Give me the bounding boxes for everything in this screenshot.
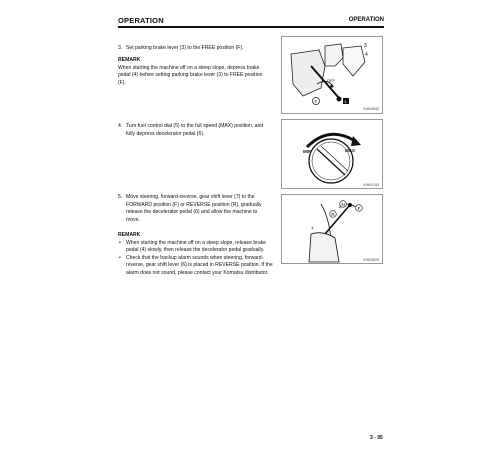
figure-parking-brake	[281, 36, 383, 114]
fig3-label-7: 7	[311, 226, 314, 231]
step-number: 3.	[118, 45, 123, 51]
fig2-code: 9JH00153	[363, 183, 379, 187]
remark-block-1	[118, 57, 270, 87]
step-text: Turn fuel control dial (5) to the full speed (MAX) position, and fully depress decelerator pedal (6).	[126, 123, 264, 137]
step-5	[118, 194, 268, 224]
step-text: Move steering, forward-reverse, gear shift lever (7) to the FORWARD position (F) or REVERSE position (R), gradually release the decelerator pedal (6) and allow the machine to move.	[126, 194, 262, 223]
step-4	[118, 123, 268, 138]
header-rule	[118, 26, 384, 28]
step-3	[118, 45, 268, 53]
figure-fuel-dial	[281, 119, 383, 189]
step-number: 5.	[118, 194, 123, 200]
fig2-label-max: MAX	[345, 148, 355, 153]
fig3-label-r: R	[331, 211, 335, 217]
remark-bullet: • Check that the backup alarm sounds when steering, forward-reverse, gear shift lever (6) is placed in REVERSE position. If the alarm does not sound, please contact your Komatsu distributor.	[119, 254, 273, 276]
fig2-label-min: MIN	[303, 149, 312, 154]
remark-text: When starting the machine off on a steep slope, depress brake pedal (4) before setting parking brake lever (3) to FREE position (F).	[118, 64, 263, 86]
step-text: Set parking brake lever (3) to the FREE position (F).	[126, 45, 244, 51]
fig1-label-l: L	[344, 98, 348, 104]
fig1-label-4: 4	[365, 52, 368, 58]
fig1-code: 9JH00842	[363, 107, 380, 111]
header-right-title: OPERATION	[348, 17, 384, 23]
remark-heading: REMARK	[118, 232, 141, 238]
remark-bullet-text: When starting the machine off on a steep slope, release brake pedal (4) slowly, then release the decelerator pedal gradually.	[126, 239, 267, 254]
remark-block-2	[118, 232, 276, 278]
fig3-code: 9JH00825	[363, 258, 379, 262]
figure-gear-shift-lever	[281, 194, 383, 264]
remark-bullet-text: Check that the backup alarm sounds when steering, forward-reverse, gear shift lever (6) is placed in REVERSE position. If the alarm does not sound, please contact your Komatsu distributor.	[126, 254, 273, 276]
remark-heading: REMARK	[118, 57, 141, 63]
remark-bullet: • When starting the machine off on a steep slope, release brake pedal (4) slowly, then release the decelerator pedal gradually.	[119, 239, 267, 254]
step-number: 4.	[118, 123, 123, 129]
fig1-label-f: F	[314, 99, 318, 104]
page-number: 3 - 95	[370, 435, 383, 441]
fig1-label-3: 3	[364, 43, 367, 49]
fig3-label-f: F	[357, 205, 361, 211]
header-left-title: OPERATION	[118, 16, 164, 25]
fig3-label-n: N	[341, 201, 345, 207]
fig1-label-off: OFF	[327, 78, 335, 83]
